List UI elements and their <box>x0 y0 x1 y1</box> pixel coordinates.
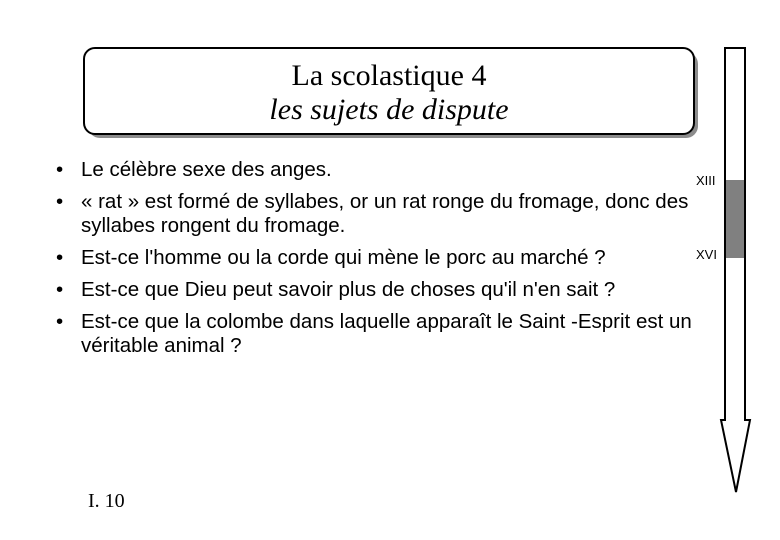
bullet-text: Est-ce que Dieu peut savoir plus de choses qu'il n'en sait ? <box>81 278 616 301</box>
bullet-dot: • <box>56 158 64 181</box>
chapter-number: I. <box>88 490 100 512</box>
slide-subtitle: les sujets de dispute <box>269 93 509 126</box>
bullet-list <box>52 158 702 366</box>
bullet-text: « rat » est formé de syllabes, or un rat ronge du fromage, donc des syllabes rongent du fromage. <box>81 190 689 237</box>
slide-title: La scolastique 4 <box>291 59 487 92</box>
timeline-arrow-shape <box>721 48 750 492</box>
slide-number <box>88 490 125 513</box>
bullet-dot: • <box>56 310 64 333</box>
timeline-end-label: XVI <box>696 247 717 262</box>
bullet-text: Est-ce l'homme ou la corde qui mène le porc au marché ? <box>81 246 606 269</box>
bullet-dot: • <box>56 190 64 213</box>
timeline-arrow <box>700 46 760 496</box>
timeline-start-label: XIII <box>696 173 716 188</box>
bullet-dot: • <box>56 246 64 269</box>
timeline-highlight <box>726 180 744 258</box>
bullet-text: Le célèbre sexe des anges. <box>81 158 332 181</box>
bullet-item <box>52 158 702 182</box>
bullet-dot: • <box>56 278 64 301</box>
title-box <box>83 47 695 135</box>
bullet-item <box>52 190 702 238</box>
bullet-item <box>52 310 702 358</box>
page-number: 10 <box>104 490 125 512</box>
bullet-text: Est-ce que la colombe dans laquelle apparaît le Saint -Esprit est un véritable animal ? <box>81 310 692 357</box>
bullet-item <box>52 278 702 302</box>
bullet-item <box>52 246 702 270</box>
